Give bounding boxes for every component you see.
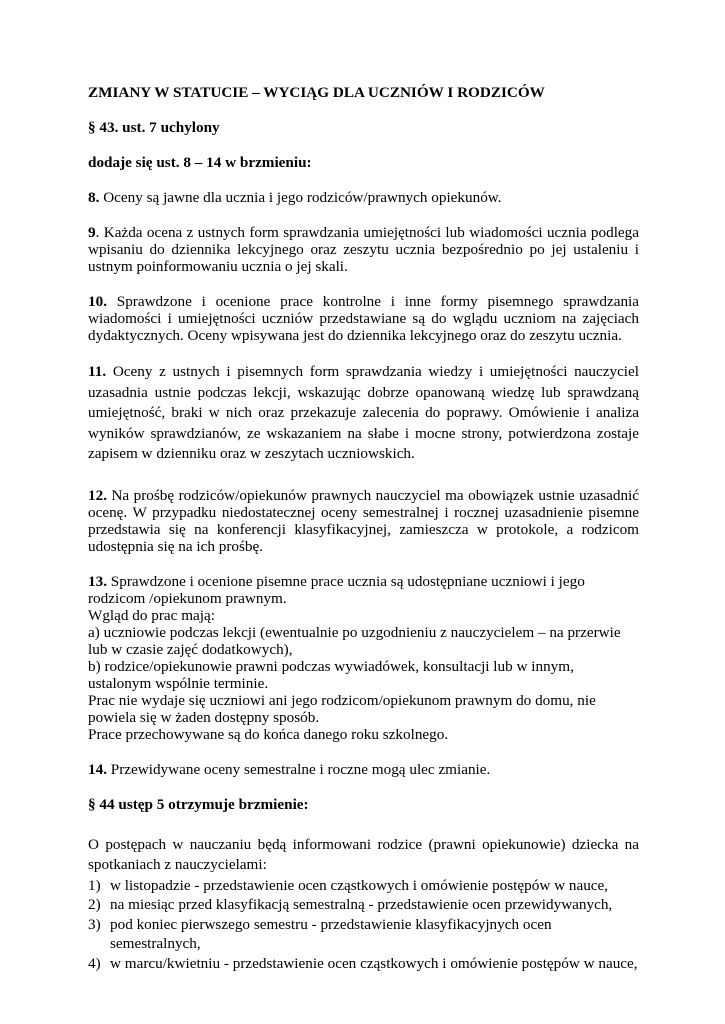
paragraph-12-number: 12. [88, 486, 107, 504]
paragraph-9-text: . Każda ocena z ustnych form sprawdzania umiejętności lub wiadomości ucznia podlega wpisaniu do dziennika lekcyjnego oraz zeszytu ucznia bezpośrednio po jej ustaleniu i ustnym poinformowaniu ucznia o jej skali. [88, 224, 639, 275]
paragraph-9 [88, 224, 639, 275]
paragraph-14 [88, 761, 639, 778]
paragraph-8 [88, 189, 639, 206]
paragraph-13-line-2: a) uczniowie podczas lekcji (ewentualnie po uzgodnieniu z nauczycielem – na przerwie lub w czasie zajęć dodatkowych), [88, 623, 621, 658]
paragraph-14-number: 14. [88, 760, 107, 778]
paragraph-11 [88, 362, 639, 465]
document-body [88, 84, 639, 973]
paragraph-12 [88, 487, 639, 555]
paragraph-13-line-5: Prace przechowywane są do końca danego roku szkolnego. [88, 725, 449, 743]
paragraph-10-number: 10. [88, 293, 107, 310]
list-item: 3) pod koniec pierwszego semestru - przedstawienie klasyfikacyjnych ocen semestralnych, [88, 915, 552, 952]
section-44-list [88, 876, 639, 974]
paragraph-14-text: Przewidywane oceny semestralne i roczne mogą ulec zmianie. [110, 760, 491, 778]
paragraph-10 [88, 293, 639, 344]
list-item: 1) w listopadzie - przedstawienie ocen cząstkowych i omówienie postępów w nauce, [88, 876, 609, 894]
paragraph-8-number: 8. [88, 189, 100, 206]
paragraph-8-text: Oceny są jawne dla ucznia i jego rodziców/prawnych opiekunów. [103, 189, 502, 206]
paragraph-13-line-1: Wgląd do prac mają: [88, 606, 215, 624]
paragraph-9-number: 9 [88, 224, 96, 241]
list-item: 4) w marcu/kwietniu - przedstawienie ocen cząstkowych i omówienie postępów w nauce, [88, 954, 638, 972]
section-43-heading: § 43. ust. 7 uchylony [88, 119, 220, 136]
section-44-heading: § 44 ustęp 5 otrzymuje brzmienie: [88, 795, 309, 813]
section-44-intro: O postępach w nauczaniu będą informowani rodzice (prawni opiekunowie) dziecka na spotkaniach z nauczycielami: [88, 835, 639, 873]
paragraph-13-line-3: b) rodzice/opiekunowie prawni podczas wywiadówek, konsultacji lub w innym, ustalonym wspólnie terminie. [88, 657, 574, 692]
paragraph-11-text: Oceny z ustnych i pisemnych form sprawdzania wiedzy i umiejętności nauczyciel uzasadnia ustnie podczas lekcji, wskazując dobrze opanowaną wiedzę lub sprawdzaną umiejętność, braki w nich oraz przekazuje zalecenia do poprawy. Omówienie i analiza wyników sprawdzianów, ze wskazaniem na słabe i mocne strony, potwierdzona zostaje zapisem w dzienniku oraz w zeszytach uczniowskich. [88, 363, 639, 462]
paragraph-13-number: 13. [88, 572, 107, 590]
paragraph-13-text: Sprawdzone i ocenione pisemne prace ucznia są udostępniane uczniowi i jego rodzicom /opiekunom prawnym. [88, 572, 585, 607]
paragraph-10-text: Sprawdzone i ocenione prace kontrolne i inne formy pisemnego sprawdzania wiadomości i umiejętności uczniów przedstawiane są do wglądu uczniom na zajęciach dydaktycznych. Oceny wpisywana jest do dziennika lekcyjnego oraz do zeszytu ucznia. [88, 293, 639, 344]
paragraph-11-number: 11. [88, 363, 107, 380]
document-title: ZMIANY W STATUCIE – WYCIĄG DLA UCZNIÓW I RODZICÓW [88, 84, 545, 101]
paragraph-13 [88, 573, 639, 743]
list-item: 2) na miesiąc przed klasyfikacją semestralną - przedstawienie ocen przewidywanych, [88, 896, 613, 913]
section-43-add-heading: dodaje się ust. 8 – 14 w brzmieniu: [88, 154, 312, 171]
paragraph-12-text: Na prośbę rodziców/opiekunów prawnych nauczyciel ma obowiązek ustnie uzasadnić ocenę. W przypadku niedostatecznej oceny semestralnej i rocznej uzasadnienie pisemne przedstawia się na konferencji klasyfikacyjnej, zamieszcza w protokole, a rodzicom udostępnia się na ich prośbę. [88, 486, 640, 555]
paragraph-13-line-4: Prac nie wydaje się uczniowi ani jego rodzicom/opiekunom prawnym do domu, nie powiela się w żaden dostępny sposób. [88, 691, 596, 726]
paragraph-13-intro [88, 573, 639, 607]
